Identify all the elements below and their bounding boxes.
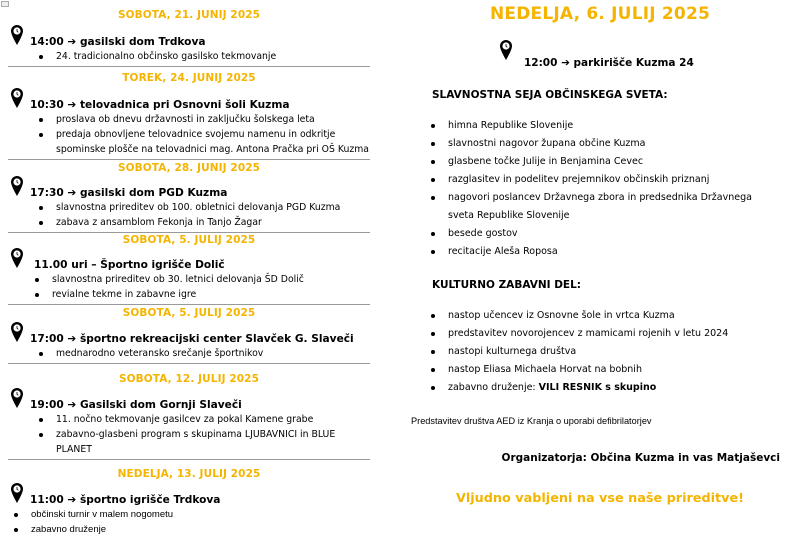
event-items (8, 200, 370, 230)
left-column (8, 0, 370, 537)
event-day: SOBOTA, 5. JULIJ 2025 (122, 307, 256, 319)
map-pin-clock-icon (10, 87, 24, 109)
event-block (8, 306, 370, 364)
list-item: mednarodno veteransko srečanje športnikov (38, 346, 370, 361)
event-title (8, 99, 370, 112)
event-title-text: 17:00 ➔ športno rekreacijski center Slavček G. Slaveči (30, 333, 354, 345)
organizers: Organizatorja: Občina Kuzma in vas Matjaševci (501, 452, 780, 464)
list-item: slavnostna prireditev ob 100. obletnici delovanja PGD Kuzma (38, 200, 370, 215)
list-item: besede gostov (428, 225, 778, 243)
event-items (8, 346, 370, 361)
list-item: glasbene točke Julije in Benjamina Cevec (428, 153, 778, 171)
event-title (8, 399, 370, 412)
event-block (8, 372, 370, 460)
list-item: nagovori poslancev Državnega zbora in predsednika Državnega sveta Republike Slovenije (428, 189, 768, 225)
list-item: občinski turnir v malem nogometu (8, 507, 370, 522)
event-items (8, 272, 370, 302)
list-item: predstavitev novorojencev z mamicami rojenih v letu 2024 (428, 325, 778, 343)
event-day: SOBOTA, 12. JULIJ 2025 (118, 373, 259, 385)
event-title-text: 11.00 uri – Športno igrišče Dolič (34, 259, 225, 271)
list-item: zabavno druženje (8, 522, 370, 537)
event-day: SOBOTA, 5. JULIJ 2025 (122, 234, 256, 246)
event-day: SOBOTA, 21. JUNIJ 2025 (117, 9, 261, 21)
map-pin-clock-icon (10, 175, 24, 197)
list-item: recitacije Aleša Roposa (428, 243, 778, 261)
list-item: 24. tradicionalno občinsko gasilsko tekmovanje (38, 49, 370, 64)
event-title-text: 17:30 ➔ gasilski dom PGD Kuzma (30, 187, 228, 199)
invitation: Vljudno vabljeni na vse naše prireditve! (455, 491, 744, 506)
main-event-title-text: 12:00 ➔ parkirišče Kuzma 24 (524, 57, 694, 69)
list-item: slavnostna prireditev ob 30. letnici delovanja ŠD Dolič (34, 272, 370, 287)
list-item: himna Republike Slovenije (428, 117, 778, 135)
list-item (428, 379, 778, 397)
list-item: predaja obnovljene telovadnice svojemu namenu in odkritje spominske plošče na telovadnici mag. Antona Pračka pri OŠ Kuzma (38, 127, 370, 157)
event-title (8, 36, 370, 49)
event-items (8, 507, 370, 537)
main-event-title (506, 41, 694, 69)
event-items (8, 412, 370, 457)
event-block (8, 71, 370, 160)
list-item-text: zabavno druženje: (448, 382, 539, 393)
map-pin-clock-icon (10, 482, 24, 504)
event-title-text: 10:30 ➔ telovadnica pri Osnovni šoli Kuzma (30, 99, 290, 111)
list-item: proslava ob dnevu državnosti in zaključku šolskega leta (38, 112, 370, 127)
event-title (8, 259, 370, 272)
event-title (8, 187, 370, 200)
divider (8, 304, 370, 305)
list-item: razglasitev in podelitev prejemnikov občinskih priznanj (428, 171, 778, 189)
session-heading: SLAVNOSTNA SEJA OBČINSKEGA SVETA: (432, 89, 668, 101)
divider (8, 159, 370, 160)
list-item: 11. nočno tekmovanje gasilcev za pokal Kamene grabe (38, 412, 370, 427)
event-items (8, 112, 370, 157)
event-title-text: 11:00 ➔ športno igrišče Trdkova (30, 494, 221, 506)
event-items (8, 49, 370, 64)
event-day: NEDELJA, 13. JULIJ 2025 (117, 468, 261, 480)
list-item: slavnostni nagovor župana občine Kuzma (428, 135, 778, 153)
map-pin-clock-icon (499, 39, 513, 61)
map-pin-clock-icon (10, 387, 24, 409)
list-item: nastopi kulturnega društva (428, 343, 778, 361)
list-item: zabavno-glasbeni program s skupinama LJUBAVNICI in BLUE PLANET (38, 427, 346, 457)
event-block (8, 8, 370, 67)
list-item: nastop Eliasa Michaela Horvat na bobnih (428, 361, 778, 379)
list-item: nastop učencev iz Osnovne šole in vrtca Kuzma (428, 307, 778, 325)
map-pin-clock-icon (10, 247, 24, 269)
session-items (428, 117, 778, 261)
event-block (8, 161, 370, 233)
event-title-text: 14:00 ➔ gasilski dom Trdkova (30, 36, 206, 48)
culture-heading: KULTURNO ZABAVNI DEL: (432, 279, 581, 291)
event-day: TOREK, 24. JUNIJ 2025 (122, 72, 256, 84)
divider (8, 66, 370, 67)
culture-items (428, 307, 778, 397)
event-day: SOBOTA, 28. JUNIJ 2025 (117, 162, 261, 174)
map-pin-clock-icon (10, 24, 24, 46)
list-item: revialne tekme in zabavne igre (34, 287, 370, 302)
event-title-text: 19:00 ➔ Gasilski dom Gornji Slaveči (30, 399, 242, 411)
divider (8, 459, 370, 460)
event-title (8, 494, 370, 507)
event-title (8, 333, 370, 346)
map-pin-clock-icon (10, 321, 24, 343)
performer-name: VILI RESNIK s skupino (538, 382, 657, 393)
divider (8, 363, 370, 364)
event-block (8, 233, 370, 305)
list-item: zabava z ansamblom Fekonja in Tanjo Žagar (38, 215, 370, 230)
event-block (8, 467, 370, 537)
aed-note: Predstavitev društva AED iz Kranja o uporabi defibrilatorjev (411, 416, 652, 426)
main-event-day: NEDELJA, 6. JULIJ 2025 (489, 4, 711, 24)
